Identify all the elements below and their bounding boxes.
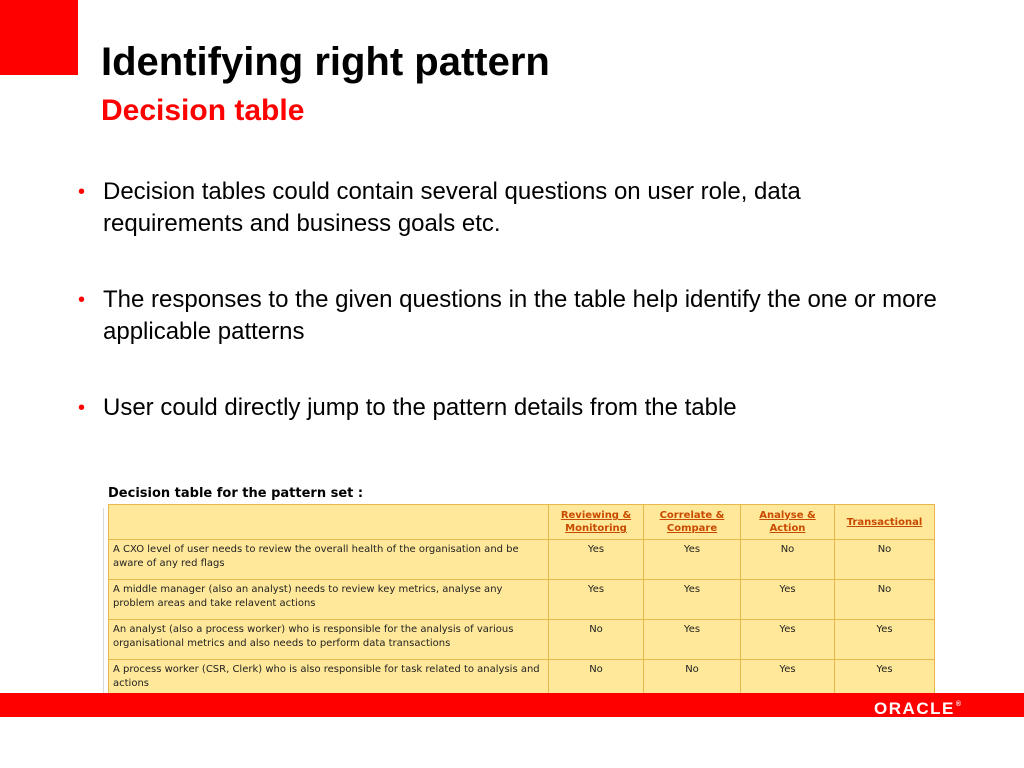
question-cell: An analyst (also a process worker) who is responsible for the analysis of various organisational metrics and also needs to perform data transactions <box>109 620 549 660</box>
slide-subtitle: Decision table <box>101 94 305 127</box>
bullet-dot-icon: • <box>78 181 86 203</box>
table-row <box>109 620 935 660</box>
answer-cell: No <box>741 540 835 580</box>
corner-accent-block <box>0 0 78 75</box>
answer-cell: Yes <box>741 620 835 660</box>
bullet-dot-icon: • <box>78 397 86 419</box>
bullet-dot-icon: • <box>78 289 86 311</box>
footer-bar <box>0 693 1024 717</box>
slide-title: Identifying right pattern <box>101 40 550 84</box>
registered-mark: ® <box>955 701 961 708</box>
decision-table-heading: Decision table for the pattern set : <box>108 486 364 501</box>
bullet-item <box>76 392 946 424</box>
column-header <box>741 505 835 540</box>
answer-cell: No <box>835 540 935 580</box>
bullet-item <box>76 284 946 348</box>
table-header-row <box>109 505 935 540</box>
answer-cell: No <box>549 660 644 700</box>
decision-table <box>108 504 935 700</box>
answer-cell: No <box>549 620 644 660</box>
panel-divider <box>103 508 104 694</box>
answer-cell: Yes <box>741 580 835 620</box>
table-row <box>109 580 935 620</box>
answer-cell: Yes <box>835 620 935 660</box>
answer-cell: Yes <box>549 580 644 620</box>
answer-cell: Yes <box>549 540 644 580</box>
column-header <box>644 505 741 540</box>
question-cell: A process worker (CSR, Clerk) who is also responsible for task related to analysis and actions <box>109 660 549 700</box>
pattern-link-correlate-compare[interactable]: Correlate & Compare <box>659 510 725 534</box>
question-cell: A middle manager (also an analyst) needs to review key metrics, analyse any problem areas and take relavent actions <box>109 580 549 620</box>
pattern-link-transactional[interactable]: Transactional <box>846 516 923 528</box>
answer-cell: No <box>835 580 935 620</box>
pattern-link-reviewing-monitoring[interactable]: Reviewing & Monitoring <box>560 510 632 534</box>
bullet-text: The responses to the given questions in the table help identify the one or more applicable patterns <box>103 286 937 345</box>
answer-cell: Yes <box>835 660 935 700</box>
bullet-item <box>76 176 946 240</box>
bullet-text: User could directly jump to the pattern details from the table <box>103 394 737 421</box>
bullet-list <box>76 176 946 424</box>
column-header <box>549 505 644 540</box>
question-cell: A CXO level of user needs to review the overall health of the organisation and be aware of any red flags <box>109 540 549 580</box>
bullet-text: Decision tables could contain several questions on user role, data requirements and business goals etc. <box>103 178 801 237</box>
answer-cell: Yes <box>644 540 741 580</box>
oracle-logo-text: ORACLE <box>874 699 955 718</box>
answer-cell: No <box>644 660 741 700</box>
column-header <box>835 505 935 540</box>
answer-cell: Yes <box>644 620 741 660</box>
answer-cell: Yes <box>741 660 835 700</box>
decision-table-panel <box>103 480 933 700</box>
table-row <box>109 540 935 580</box>
pattern-link-analyse-action[interactable]: Analyse & Action <box>759 510 816 534</box>
answer-cell: Yes <box>644 580 741 620</box>
oracle-logo <box>874 693 961 717</box>
header-blank-cell <box>109 505 549 540</box>
